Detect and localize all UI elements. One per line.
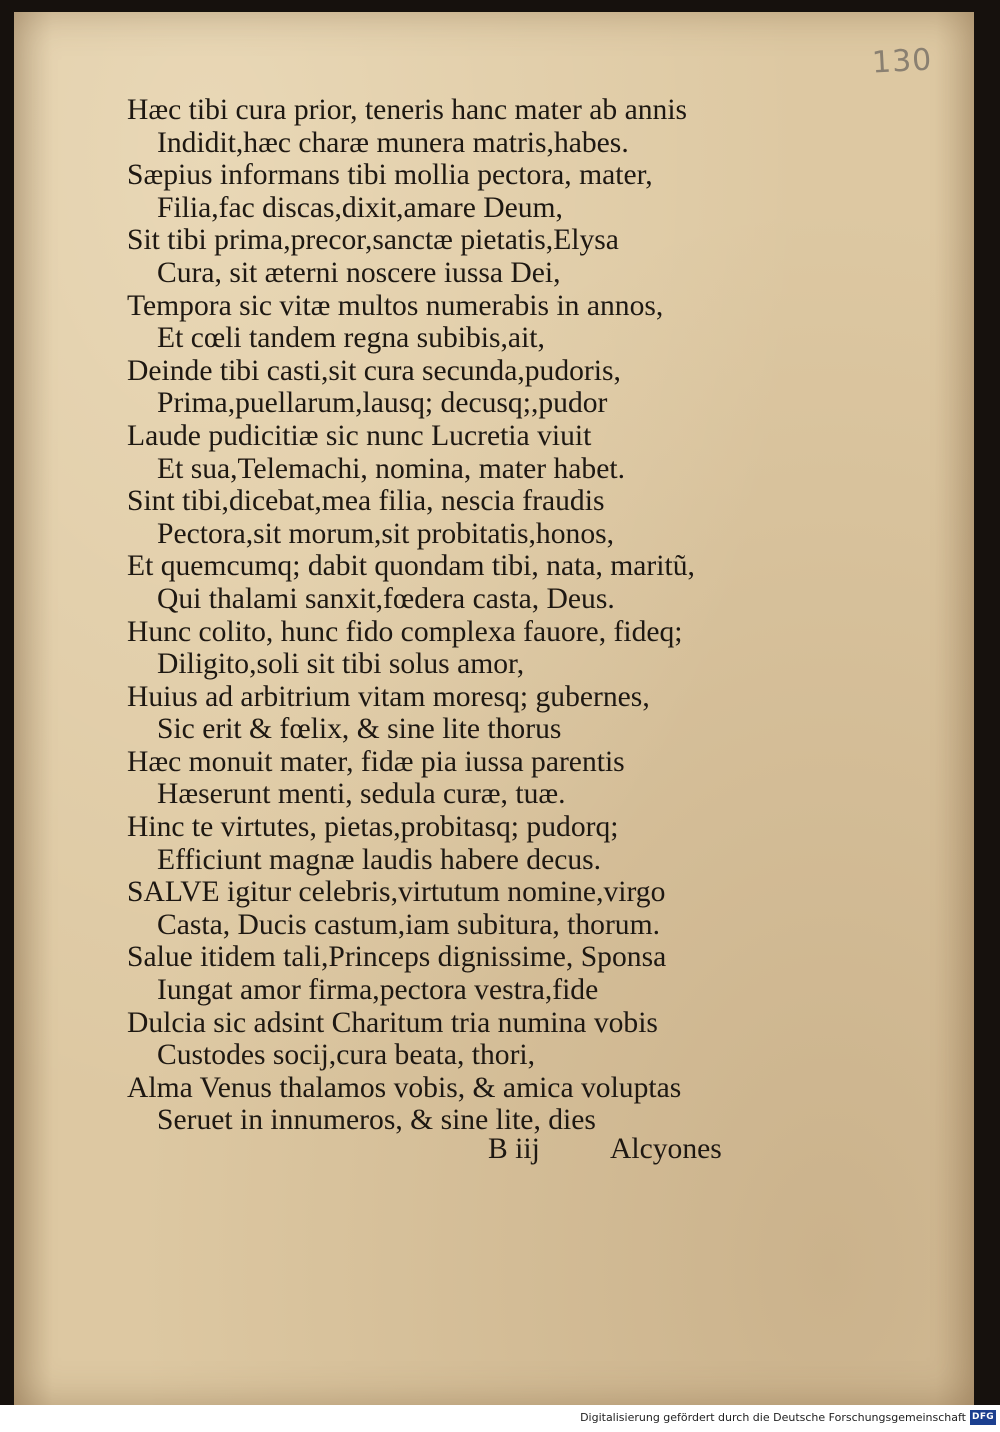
verse-line: Salue itidem tali,Princeps dignissime, Sponsa [127, 941, 667, 974]
verse-line: Casta, Ducis castum,iam subitura, thorum. [157, 908, 661, 941]
book-page [14, 12, 974, 1405]
verse-line: Et quemcumq; dabit quondam tibi, nata, maritũ, [127, 550, 695, 583]
verse-line: Hæserunt menti, sedula curæ, tuæ. [157, 778, 566, 811]
verse-line: Et cœli tandem regna subibis,ait, [157, 322, 545, 355]
verse-line: Pectora,sit morum,sit probitatis,honos, [157, 517, 615, 550]
verse-block [127, 94, 767, 1137]
verse-line: Alma Venus thalamos vobis, & amica voluptas [127, 1071, 682, 1104]
verse-line: Cura, sit æterni noscere iussa Dei, [157, 256, 561, 289]
verse-line: Dulcia sic adsint Charitum tria numina vobis [127, 1006, 658, 1039]
verse-line: Indidit,hæc charæ munera matris,habes. [157, 126, 629, 159]
verse-line: Hinc te virtutes, pietas,probitasq; pudorq; [127, 811, 619, 844]
verse-line: Diligito,soli sit tibi solus amor, [157, 648, 525, 681]
verse-line: Sint tibi,dicebat,mea filia, nescia fraudis [127, 485, 605, 518]
verse-line: Hæc tibi cura prior, teneris hanc mater ab annis [127, 94, 688, 126]
verse-line: Tempora sic vitæ multos numerabis in annos, [127, 289, 664, 322]
verse-line: Hunc colito, hunc fido complexa fauore, fideq; [127, 615, 683, 648]
verse-line: SALVE igitur celebris,virtutum nomine,virgo [127, 876, 666, 909]
verse-line: Sæpius informans tibi mollia pectora, mater, [127, 159, 653, 192]
signature-mark: B iij [488, 1133, 540, 1165]
verse-line: Et sua,Telemachi, nomina, mater habet. [157, 452, 625, 485]
verse-line: Efficiunt magnæ laudis habere decus. [157, 843, 602, 876]
catchword: Alcyones [610, 1133, 722, 1165]
verse-line: Qui thalami sanxit,fœdera casta, Deus. [157, 582, 615, 615]
digitization-credit: Digitalisierung gefördert durch die Deutsche Forschungsgemeinschaft [580, 1411, 966, 1424]
verse-line: Sit tibi prima,precor,sanctæ pietatis,Elysa [127, 224, 619, 257]
dfg-logo-icon: DFG [970, 1410, 996, 1425]
verse-line: Seruet in innumeros, & sine lite, dies [157, 1104, 596, 1137]
folio-number: 130 [870, 42, 933, 81]
verse-line: Iungat amor firma,pectora vestra,fide [157, 974, 599, 1007]
verse-line: Deinde tibi casti,sit cura secunda,pudoris, [127, 354, 621, 387]
verse-line: Custodes socij,cura beata, thori, [157, 1039, 536, 1072]
verse-line: Sic erit & fœlix, & sine lite thorus [157, 713, 562, 746]
verse-line: Prima,puellarum,lausq; decusq;,pudor [157, 387, 608, 420]
verse-line: Huius ad arbitrium vitam moresq; gubernes, [127, 680, 650, 713]
verse-line: Filia,fac discas,dixit,amare Deum, [157, 191, 563, 224]
verse-line: Laude pudicitiæ sic nunc Lucretia viuit [127, 419, 592, 452]
verse-line: Hæc monuit mater, fidæ pia iussa parentis [127, 745, 625, 778]
credit-bar [0, 1405, 1000, 1432]
